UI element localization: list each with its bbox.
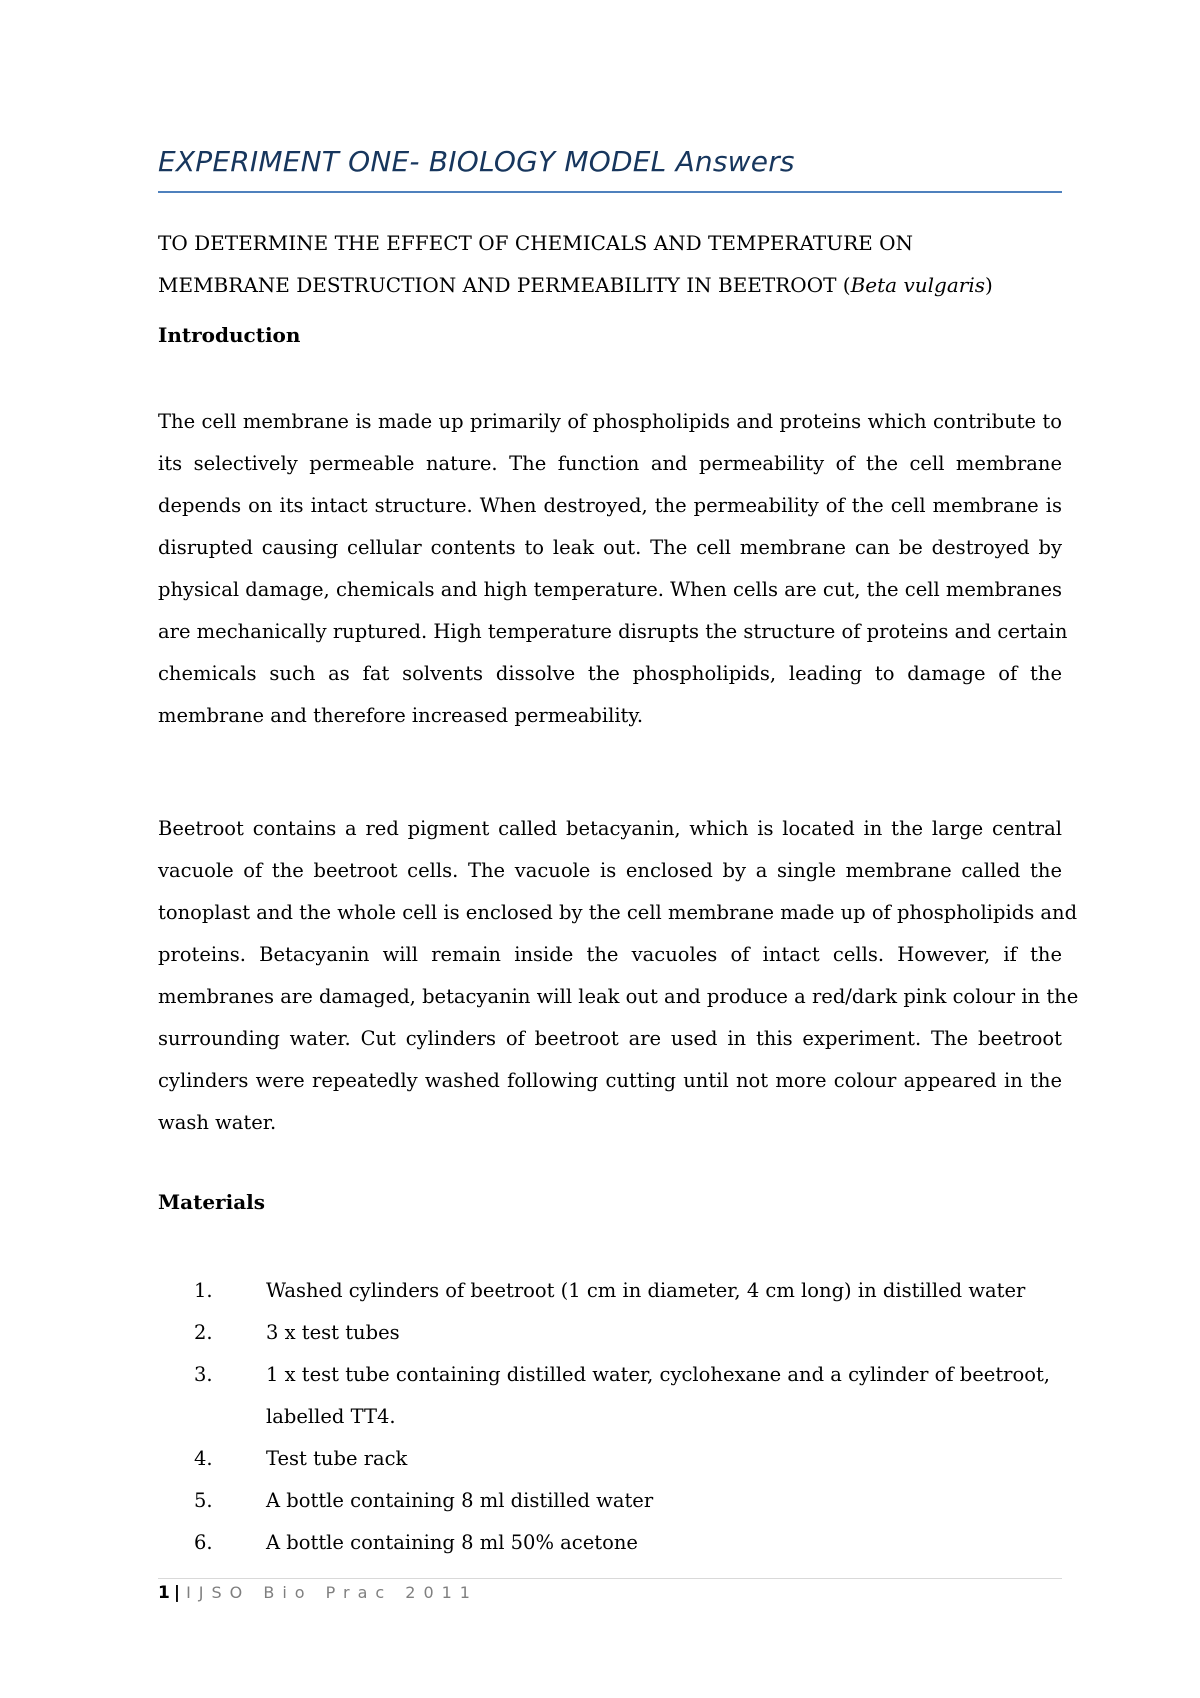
- materials-list: [158, 1270, 1062, 1564]
- footer-separator: |: [173, 1583, 181, 1603]
- footer-text: IJSO Bio Prac 2011: [186, 1583, 478, 1602]
- list-item-number: 1.: [194, 1279, 213, 1302]
- intro-paragraph-1: [158, 401, 1068, 737]
- list-item: [158, 1270, 1062, 1312]
- list-item: [158, 1438, 1062, 1480]
- list-item-text: 3 x test tubes: [266, 1321, 400, 1344]
- paragraph-line: its selectively permeable nature. The function and permeability of the cell membrane: [158, 452, 1062, 475]
- paragraph-line: disrupted causing cellular contents to leak out. The cell membrane can be destroyed by: [158, 536, 1062, 559]
- list-item-text: labelled TT4.: [266, 1405, 396, 1428]
- list-item-text: Washed cylinders of beetroot (1 cm in diameter, 4 cm long) in distilled water: [266, 1279, 1026, 1302]
- list-item-number: 3.: [194, 1363, 213, 1386]
- introduction-heading: Introduction: [158, 323, 301, 347]
- title-underline: [158, 191, 1062, 193]
- paragraph-line: physical damage, chemicals and high temperature. When cells are cut, the cell membranes: [158, 578, 1062, 601]
- paragraph-line: cylinders were repeatedly washed following cutting until not more colour appeared in the: [158, 1069, 1062, 1092]
- aim-line-2: [158, 264, 1062, 306]
- list-item-number: 2.: [194, 1321, 213, 1344]
- list-item-text: A bottle containing 8 ml 50% acetone: [266, 1531, 638, 1554]
- list-item: [158, 1312, 1062, 1354]
- paragraph-line: tonoplast and the whole cell is enclosed by the cell membrane made up of phospholipids and: [158, 901, 1078, 924]
- footer-divider: [158, 1578, 1062, 1579]
- paragraph-line: depends on its intact structure. When destroyed, the permeability of the cell membrane is: [158, 494, 1062, 517]
- list-item: [158, 1396, 1062, 1438]
- list-item-text: A bottle containing 8 ml distilled water: [266, 1489, 654, 1512]
- list-item-number: 5.: [194, 1489, 213, 1512]
- materials-heading: Materials: [158, 1190, 266, 1214]
- experiment-aim: [158, 222, 1062, 306]
- paragraph-line: Beetroot contains a red pigment called betacyanin, which is located in the large central: [158, 817, 1062, 840]
- species-name: Beta vulgaris: [850, 273, 985, 297]
- list-item-text: 1 x test tube containing distilled water, cyclohexane and a cylinder of beetroot,: [266, 1363, 1050, 1386]
- paragraph-line: The cell membrane is made up primarily of phospholipids and proteins which contribute to: [158, 410, 1062, 433]
- list-item-number: 4.: [194, 1447, 213, 1470]
- paragraph-line: membrane and therefore increased permeability.: [158, 704, 644, 727]
- page-number: 1: [158, 1583, 170, 1603]
- list-item: [158, 1522, 1062, 1564]
- intro-paragraph-2: [158, 808, 1079, 1144]
- list-item-number: 6.: [194, 1531, 213, 1554]
- list-item-text: Test tube rack: [266, 1447, 408, 1470]
- aim-line-2-end: ): [984, 273, 993, 297]
- document-title: EXPERIMENT ONE- BIOLOGY MODEL Answers: [158, 145, 795, 178]
- paragraph-line: wash water.: [158, 1111, 277, 1134]
- paragraph-line: proteins. Betacyanin will remain inside the vacuoles of intact cells. However, if the: [158, 943, 1062, 966]
- paragraph-line: vacuole of the beetroot cells. The vacuole is enclosed by a single membrane called the: [158, 859, 1062, 882]
- paragraph-line: chemicals such as fat solvents dissolve the phospholipids, leading to damage of the: [158, 662, 1062, 685]
- list-item: [158, 1354, 1062, 1396]
- page-footer: [158, 1583, 478, 1603]
- paragraph-line: are mechanically ruptured. High temperature disrupts the structure of proteins and certain: [158, 620, 1068, 643]
- paragraph-line: surrounding water. Cut cylinders of beetroot are used in this experiment. The beetroot: [158, 1027, 1062, 1050]
- aim-line-2-text: MEMBRANE DESTRUCTION AND PERMEABILITY IN BEETROOT (: [158, 273, 851, 297]
- paragraph-line: membranes are damaged, betacyanin will leak out and produce a red/dark pink colour in the: [158, 985, 1079, 1008]
- list-item: [158, 1480, 1062, 1522]
- aim-line-1: TO DETERMINE THE EFFECT OF CHEMICALS AND TEMPERATURE ON: [158, 231, 914, 255]
